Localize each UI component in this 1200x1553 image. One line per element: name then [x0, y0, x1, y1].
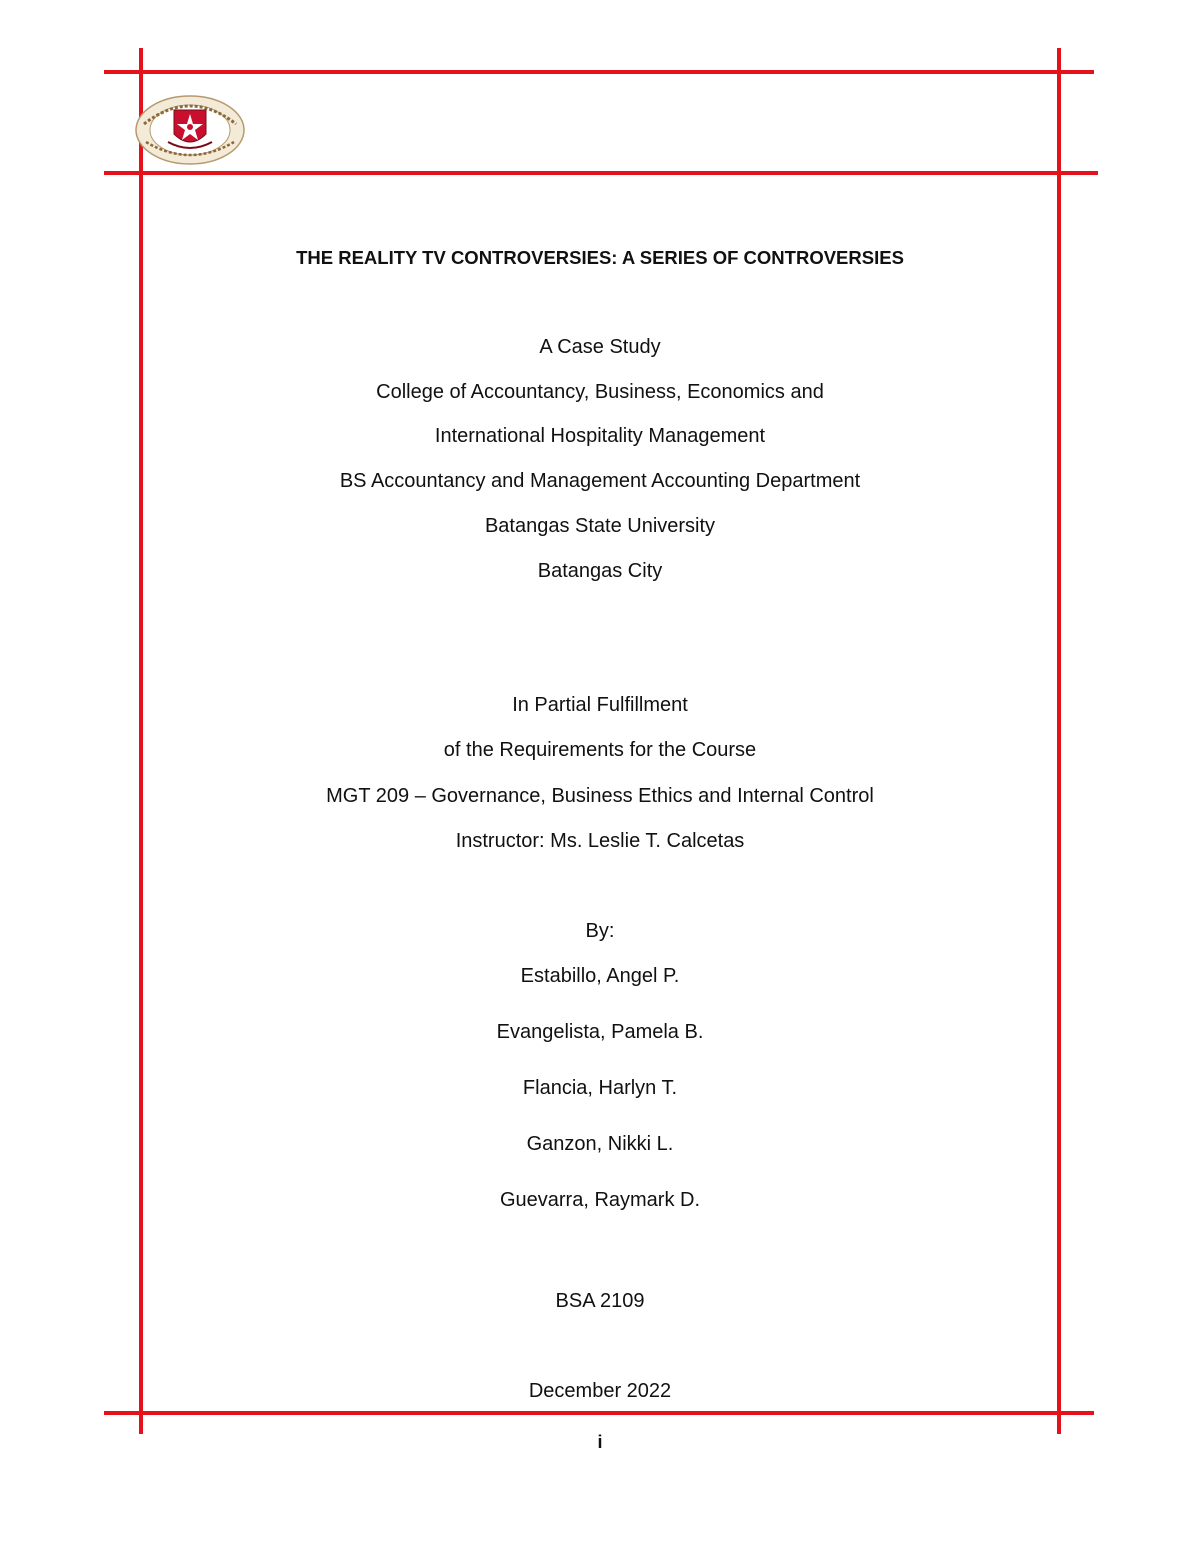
instructor-name: Instructor: Ms. Leslie T. Calcetas [455, 830, 745, 852]
top-border-line [104, 70, 1094, 74]
authors-label: By: [585, 920, 615, 942]
college-name-line2: International Hospitality Management [434, 425, 766, 447]
document-type: A Case Study [539, 336, 661, 358]
author-name: Ganzon, Nikki L. [526, 1133, 674, 1155]
city-name: Batangas City [537, 560, 663, 582]
author-name: Evangelista, Pamela B. [496, 1021, 704, 1043]
header-border-line [104, 171, 1098, 175]
university-seal-icon [134, 94, 246, 166]
course-name: MGT 209 – Governance, Business Ethics and Internal Control [326, 785, 874, 807]
document-title: THE REALITY TV CONTROVERSIES: A SERIES OF CONTROVERSIES [296, 247, 904, 268]
college-name-line1: College of Accountancy, Business, Economics and [376, 381, 824, 403]
fulfillment-line2: of the Requirements for the Course [443, 739, 757, 761]
section-code: BSA 2109 [555, 1290, 645, 1312]
department-name: BS Accountancy and Management Accounting Department [339, 470, 861, 492]
page-number: i [597, 1432, 603, 1452]
fulfillment-line1: In Partial Fulfillment [512, 694, 688, 716]
author-name: Guevarra, Raymark D. [499, 1189, 701, 1211]
submission-date: December 2022 [528, 1380, 672, 1402]
author-name: Estabillo, Angel P. [520, 965, 680, 987]
university-name: Batangas State University [484, 515, 716, 537]
author-name: Flancia, Harlyn T. [522, 1077, 678, 1099]
bottom-border-line [104, 1411, 1094, 1415]
